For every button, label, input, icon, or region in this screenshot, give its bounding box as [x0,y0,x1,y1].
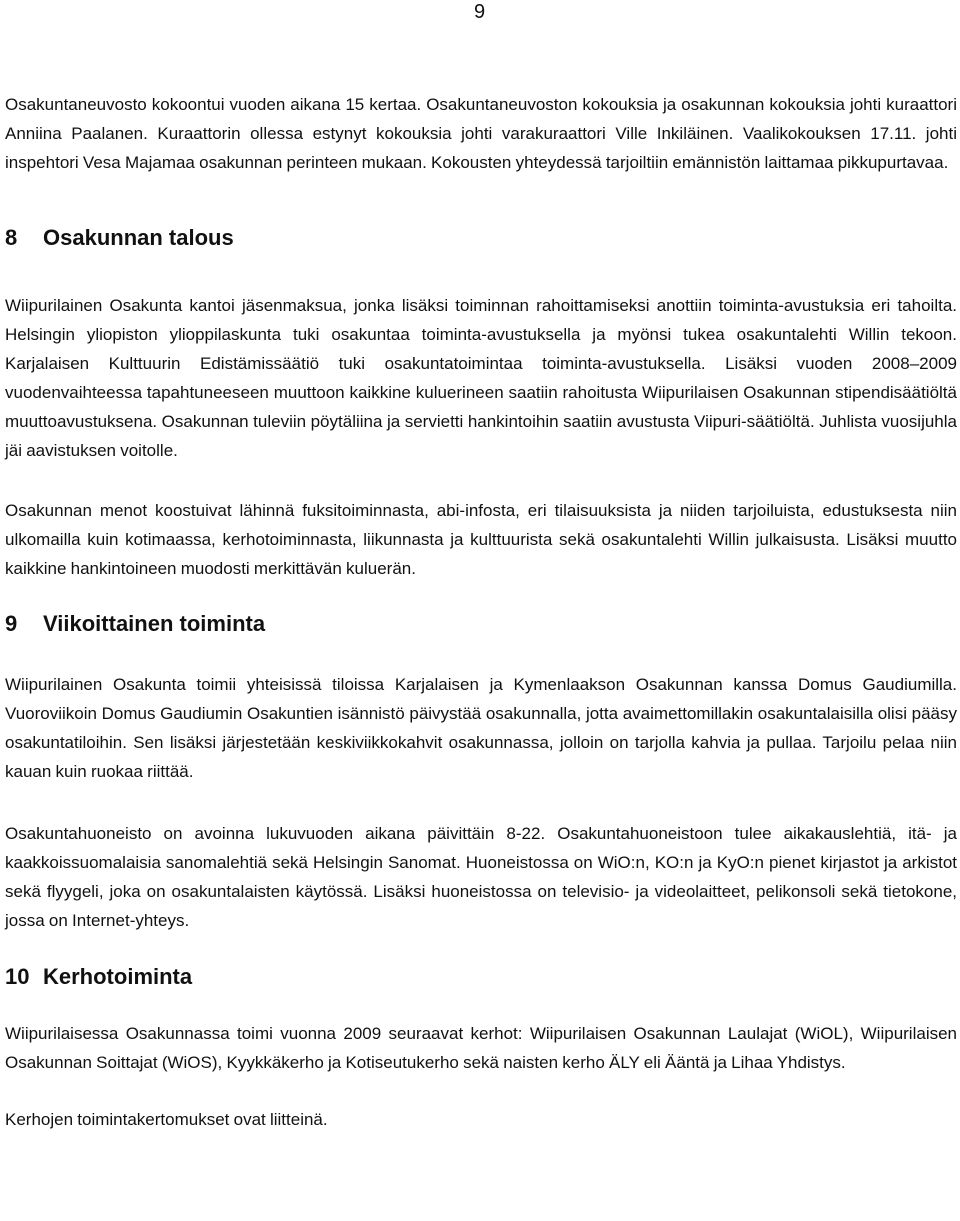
section-10-heading [5,962,957,992]
section-10-title: Kerhotoiminta [43,964,193,989]
section-10-paragraph-2: Kerhojen toimintakertomukset ovat liitteinä. [5,1110,328,1129]
section-8-paragraph-1: Wiipurilainen Osakunta kantoi jäsenmaksua, jonka lisäksi toiminnan rahoittamiseksi anottiin toiminta-avustuksia eri tahoilta. Helsingin yliopiston ylioppilaskunta tuki osakuntaa toiminta-avustuksella ja myönsi tukea osakuntalehti Willin tekoon. Karjalaisen Kulttuurin Edistämissäätiö tuki osakuntatoimintaa toiminta-avustuksella. Lisäksi vuoden 2008–2009 vuodenvaihteessa tapahtuneeseen muuttoon kaikkine kuluerineen saatiin rahoitusta Wiipurilaisen Osakunnan stipendisäätiöltä muuttoavustuksena. Osakunnan tuleviin pöytäliina ja servietti hankintoihin saatiin avustusta Viipuri-säätiöltä. Juhlista vuosijuhla jäi aavistuksen voitolle. [5,296,957,460]
intro-paragraph: Osakuntaneuvosto kokoontui vuoden aikana 15 kertaa. Osakuntaneuvoston kokouksia ja osakunnan kokouksia johti kuraattori Anniina Paalanen. Kuraattorin ollessa estynyt kokouksia johti varakuraattori Ville Inkiläinen. Vaalikokouksen 17.11. johti inspehtori Vesa Majamaa osakunnan perinteen mukaan. Kokousten yhteydessä tarjoiltiin emännistön laittamaa pikkupurtavaa. [5,95,957,172]
section-8-paragraph-2: Osakunnan menot koostuivat lähinnä fuksitoiminnasta, abi-infosta, eri tilaisuuksista ja niiden tarjoiluista, edustuksesta niin ulkomailla kuin kotimaassa, kerhotoiminnasta, liikunnasta ja kulttuurista sekä osakuntalehti Willin julkaisusta. Lisäksi muutto kaikkine hankintoineen muodosti merkittävän kuluerän. [5,501,957,578]
section-9-paragraph-1: Wiipurilainen Osakunta toimii yhteisissä tiloissa Karjalaisen ja Kymenlaakson Osakunnan kanssa Domus Gaudiumilla. Vuoroviikoin Domus Gaudiumin Osakuntien isännistö päivystää osakunnalla, jotta avaimettomillakin osakuntalaisilla olisi pääsy osakuntatiloihin. Sen lisäksi järjestetään keskiviikkokahvit osakunnassa, jolloin on tarjolla kahvia ja pullaa. Tarjoilu pelaa niin kauan kuin ruokaa riittää. [5,675,957,781]
document-body [5,90,957,1134]
section-8-heading [5,223,957,253]
section-9-heading [5,609,957,639]
section-8-title: Osakunnan talous [43,225,234,250]
section-10-paragraph-1: Wiipurilaisessa Osakunnassa toimi vuonna 2009 seuraavat kerhot: Wiipurilaisen Osakunnan Laulajat (WiOL), Wiipurilaisen Osakunnan Soittajat (WiOS), Kyykkäkerho ja Kotiseutukerho sekä naisten kerho ÄLY eli Ääntä ja Lihaa Yhdistys. [5,1024,957,1072]
section-9-paragraph-2: Osakuntahuoneisto on avoinna lukuvuoden aikana päivittäin 8-22. Osakuntahuoneistoon tulee aikakauslehtiä, itä- ja kaakkoissuomalaisia sanomalehtiä sekä Helsingin Sanomat. Huoneistossa on WiO:n, KO:n ja KyO:n pienet kirjastot ja arkistot sekä flyygeli, joka on osakuntalaisten käytössä. Lisäksi huoneistossa on televisio- ja videolaitteet, pelikonsoli sekä tietokone, jossa on Internet-yhteys. [5,824,957,930]
section-9-number: 9 [5,611,18,636]
section-8-number: 8 [5,225,18,250]
section-9-title: Viikoittainen toiminta [43,611,266,636]
section-10-number: 10 [5,964,30,989]
page-number: 9 [474,1,486,23]
